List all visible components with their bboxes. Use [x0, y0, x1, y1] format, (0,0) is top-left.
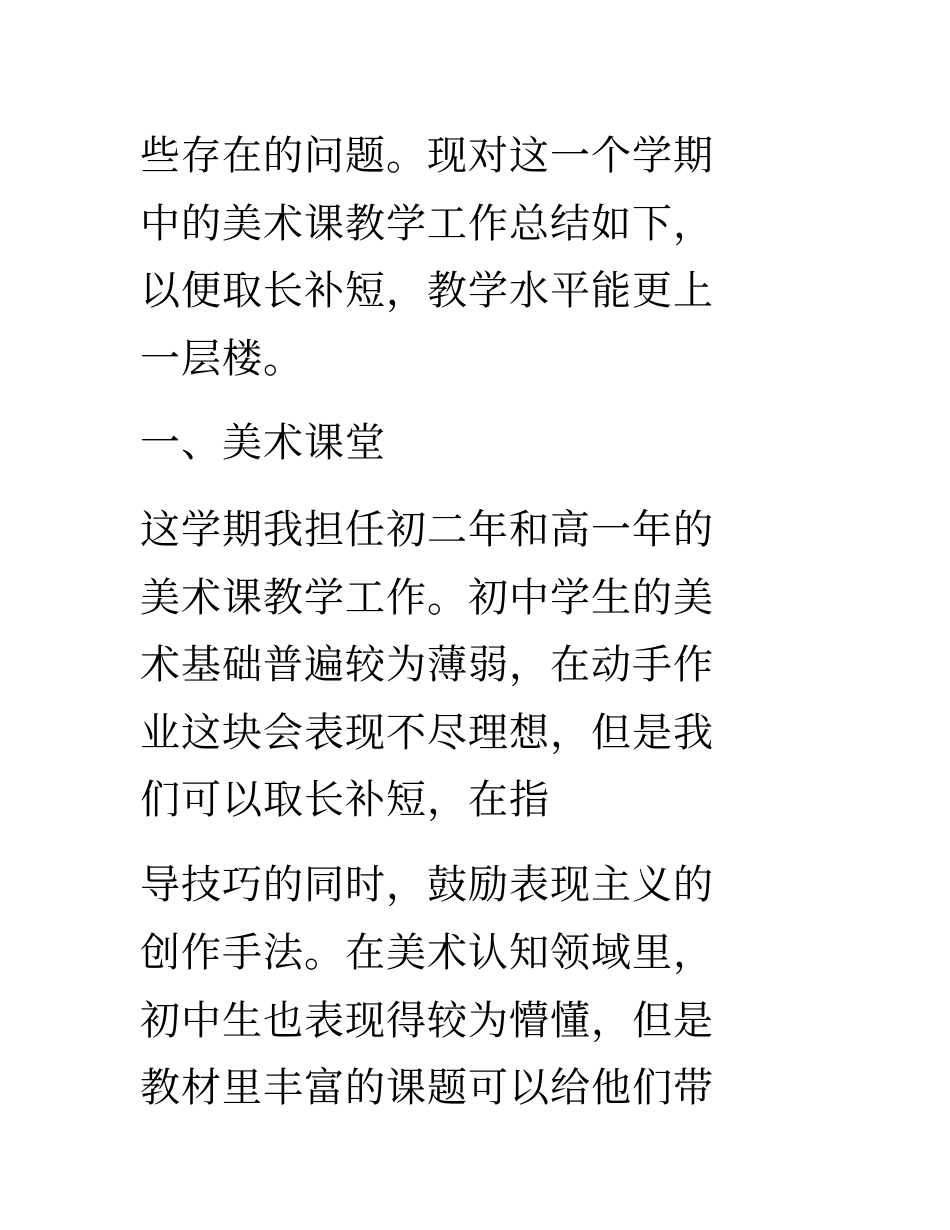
- text-line: 业这块会表现不尽理想，但是我: [140, 710, 714, 756]
- text-line: 导技巧的同时，鼓励表现主义的: [140, 862, 714, 908]
- text-line: 这学期我担任初二年和高一年的: [140, 507, 714, 553]
- heading-line: 一、美术课堂: [140, 420, 386, 466]
- text-line: 创作手法。在美术认知领域里，: [140, 930, 714, 976]
- text-line: 美术课教学工作。初中学生的美: [140, 575, 714, 621]
- text-line: 中的美术课教学工作总结如下，: [140, 201, 714, 247]
- text-line: 些存在的问题。现对这一个学期: [140, 133, 714, 179]
- text-line: 术基础普遍较为薄弱，在动手作: [140, 642, 714, 688]
- text-line: 以便取长补短，教学水平能更上: [140, 268, 714, 314]
- text-line: 一层楼。: [140, 336, 304, 382]
- text-line: 们可以取长补短，在指: [140, 777, 550, 823]
- text-line: 初中生也表现得较为懵懂，但是: [140, 998, 714, 1044]
- text-line: 教材里丰富的课题可以给他们带: [140, 1065, 714, 1111]
